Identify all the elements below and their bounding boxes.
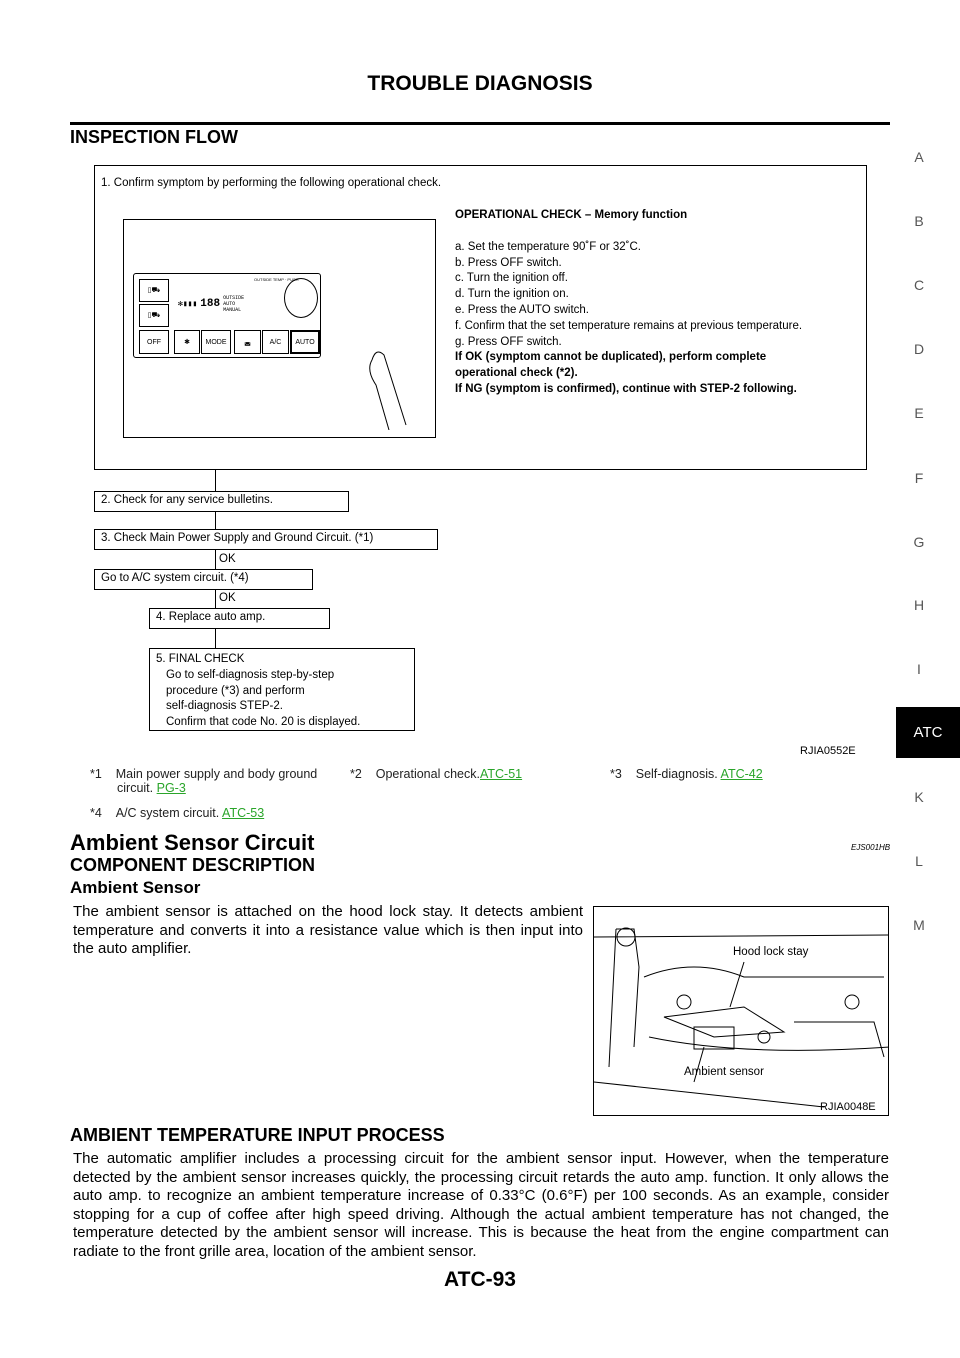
hood-lock-stay-label: Hood lock stay [733,946,809,958]
index-d[interactable]: D [913,341,925,357]
op-step-f: f. Confirm that the set temperature remains at previous temperature. [455,319,803,332]
index-k[interactable]: K [914,789,924,805]
hood-lock-figure [593,906,889,1116]
fan-button: ✱ [174,330,200,354]
ambient-sensor-label: Ambient sensor [684,1066,764,1078]
footnote-2 [350,767,522,781]
step5-line: Confirm that code No. 20 is displayed. [166,716,361,729]
step2-box: 2. Check for any service bulletins. [94,491,349,512]
mode-button: MODE [201,330,231,354]
control-panel-figure [123,219,436,438]
index-e[interactable]: E [914,405,924,421]
fn-text: circuit. [117,781,154,795]
fn-text: A/C system circuit. [115,806,220,820]
step5-line: self-diagnosis STEP-2. [166,700,283,713]
fn-mark: *2 [350,767,362,781]
step5-line: procedure (*3) and perform [166,684,305,697]
operational-check [455,208,802,398]
link-atc-51[interactable]: ATC-51 [479,767,523,781]
auto-button: AUTO [290,330,320,354]
input-process-heading: AMBIENT TEMPERATURE INPUT PROCESS [70,1125,445,1145]
step5-title: 5. FINAL CHECK [156,653,245,665]
ac-button: A/C [262,330,289,354]
op-step-g: g. Press OFF switch. [455,335,562,348]
fn-mark: *3 [610,767,622,781]
figure-id-2: RJIA0048E [820,1101,876,1113]
input-process-description: The automatic amplifier includes a processing circuit for the ambient sensor input. However, when the temperature detected by the ambient sensor increases quickly, the processing circuit retards the auto amp. function. It only allows the auto amp. to recognize an ambient temperature increase of 0.33°C (0.6°F) per 100 seconds. As an example, consider stopping for a cup of coffee after high speed driving. Although the actual ambient temperature has not changed, the temperature detected by the ambient sensor will increase. This is because the heat from the engine compartment can radiate to the front grille area, location of the ambient sensor. [73,1150,889,1260]
index-g[interactable]: G [913,534,925,550]
fn-text: Main power supply and body ground [115,767,318,781]
link-pg-3[interactable]: PG-3 [156,781,186,795]
display-temp: 188 [200,298,221,310]
finger-icon [364,345,414,430]
fn-text: Self-diagnosis. [635,767,718,781]
ok-label-1: OK [219,553,236,565]
link-atc-42[interactable]: ATC-42 [720,767,763,781]
figure-id: RJIA0552E [800,745,856,757]
page-header-title: TROUBLE DIAGNOSIS [367,72,593,95]
op-step-d: d. Turn the ignition on. [455,288,569,301]
op-ok: If OK (symptom cannot be duplicated), perform complete [455,351,767,364]
mode-manual: MANUAL [223,307,242,313]
step1-label: 1. Confirm symptom by performing the following operational check. [101,177,442,189]
temp-knob [284,278,318,318]
index-b[interactable]: B [914,213,924,229]
hood-lock-illustration [594,907,889,1116]
index-h[interactable]: H [913,597,925,613]
defrost-button: ◛ [234,330,261,354]
step5-box [149,648,415,731]
footnote-3 [610,767,763,781]
recirc-button: ▯⛟ [139,279,169,302]
link-atc-53[interactable]: ATC-53 [222,806,265,820]
ac-system-box: Go to A/C system circuit. (*4) [94,569,313,590]
ok-label-2: OK [219,592,236,604]
ambient-sensor-heading: Ambient Sensor [70,878,201,897]
index-atc-active[interactable]: ATC [896,707,960,758]
step1-box [94,165,867,470]
inspection-flow-heading: INSPECTION FLOW [70,127,238,147]
display: ✻▮▮▮ 188 OUTSIDE AUTO MANUAL [178,295,245,313]
step4-box: 4. Replace auto amp. [149,608,330,629]
op-ok-2: operational check (*2). [455,367,578,380]
op-step-c: c. Turn the ignition off. [455,272,568,285]
section-code: EJS001HB [851,843,891,852]
step3-box: 3. Check Main Power Supply and Ground Circuit. (*1) [94,529,438,550]
off-button: OFF [139,330,169,354]
page-number: ATC-93 [444,1268,516,1291]
index-a[interactable]: A [914,149,924,165]
fn-mark: *4 [90,806,102,820]
op-ng: If NG (symptom is confirmed), continue with STEP-2 following. [455,382,797,395]
mode-auto: AUTO [223,301,236,307]
fresh-air-button: ▯⛟ [139,304,169,327]
component-description-heading: COMPONENT DESCRIPTION [70,855,316,875]
mode-outside: OUTSIDE [223,295,245,301]
index-l[interactable]: L [915,853,923,869]
footnote-4 [90,806,264,820]
outside-temp-label: OUTSIDE TEMP · PUSH [254,277,299,282]
index-m[interactable]: M [913,917,925,933]
ambient-sensor-circuit-heading: Ambient Sensor Circuit [70,830,315,855]
header-rule [70,122,890,125]
op-step-b: b. Press OFF switch. [455,256,562,269]
footnote-1 [90,767,340,795]
fn-mark: *1 [90,767,102,781]
control-panel [133,273,321,358]
op-step-e: e. Press the AUTO switch. [455,303,590,316]
index-c[interactable]: C [913,277,925,293]
index-f[interactable]: F [914,470,924,486]
fn-text: Operational check. [375,767,480,781]
step5-line: Go to self-diagnosis step-by-step [166,668,335,681]
ambient-sensor-description: The ambient sensor is attached on the hood lock stay. It detects ambient temperature and converts it into a resistance value which is then input into the auto amplifier. [73,903,583,957]
op-title: OPERATIONAL CHECK – Memory function [455,209,688,221]
index-i[interactable]: I [917,661,921,677]
op-step-a: a. Set the temperature 90˚F or 32˚C. [455,240,642,253]
